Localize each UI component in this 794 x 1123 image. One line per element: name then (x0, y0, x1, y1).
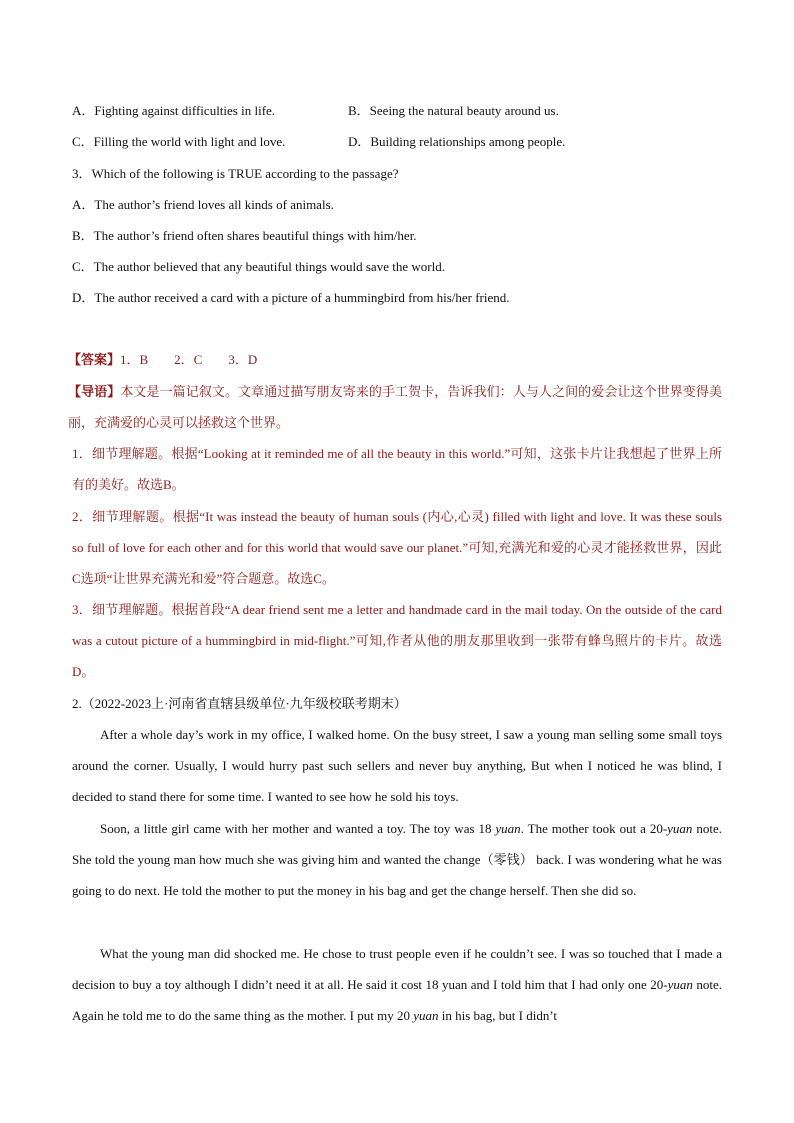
p3-yuan-1: yuan (667, 977, 693, 992)
p3-text-a: What the young man did shocked me. He chose to trust people even if he couldn’t see. I was so touched that I made a decision to buy a toy although I didn’t need it at all. He said it cost 18 yuan and I told him that I had only one 20- (72, 946, 722, 992)
p2-text-a: Soon, a little girl came with her mother and wanted a toy. The toy was 18 (100, 821, 496, 836)
p2-yuan-1: yuan (495, 821, 521, 836)
q3-option-c: C．The author believed that any beautiful things would save the world. (72, 259, 445, 274)
q3-option-a: A．The author’s friend loves all kinds of animals. (72, 197, 334, 212)
q2-option-c: C．Filling the world with light and love. (72, 134, 286, 149)
q3-stem: 3．Which of the following is TRUE according to the passage? (72, 166, 399, 181)
explanation-2: 2．细节理解题。根据“It was instead the beauty of human souls (内心,心灵) filled with light and love. It was these souls so full of love for each other and for this world that would save our planet.”可知,充满光和爱的心灵才能拯救世界，因此C选项“让世界充满光和爱”符合题意。故选C。 (72, 509, 722, 586)
passage-paragraph-2 (72, 813, 722, 906)
passage-paragraph-3 (72, 938, 722, 1031)
p2-text-b: . The mother took out a 20- (520, 821, 668, 836)
q2-option-a: A．Fighting against difficulties in life. (72, 103, 276, 118)
guide-text: 本文是一篇记叙文。文章通过描写朋友寄来的手工贺卡，告诉我们：人与人之间的爱会让这个世界变得美丽，充满爱的心灵可以拯救这个世界。 (68, 384, 722, 430)
explanation-1: 1．细节理解题。根据“Looking at it reminded me of all the beauty in this world.”可知，这张卡片让我想起了世界上所有的美好。故选B。 (72, 446, 722, 492)
p3-yuan-2: yuan (413, 1008, 439, 1023)
guide-tag: 【导语】 (68, 384, 121, 399)
p2-text-c: note. She told the young man how much she was giving him and wanted the change（零钱） back. I was wondering what he was going to do next. He told the mother to put the money in his bag and get the change herself. Then she did so. (72, 821, 723, 898)
q3-option-b: B．The author’s friend often shares beautiful things with him/her. (72, 228, 417, 243)
q2-option-b: B．Seeing the natural beauty around us. (348, 103, 559, 118)
answer-line (68, 352, 257, 368)
q3-option-d: D．The author received a card with a picture of a hummingbird from his/her friend. (72, 290, 510, 305)
q2-option-d: D．Building relationships among people. (348, 134, 566, 149)
question-source-header: 2.（2022-2023上·河南省直辖县级单位·九年级校联考期末） (72, 696, 407, 711)
answer-text: 1．B 2．C 3．D (120, 352, 258, 367)
p2-yuan-2: yuan (667, 821, 693, 836)
p3-text-b: note. Again he told me to do the same thing as the mother. I put my 20 (72, 977, 723, 1023)
guide-paragraph (68, 376, 722, 438)
p3-text-c: in his bag, but I didn’t (438, 1008, 558, 1023)
answer-tag: 【答案】 (68, 352, 121, 367)
explanation-3: 3．细节理解题。根据首段“A dear friend sent me a letter and handmade card in the mail today. On the outside of the card was a cutout picture of a hummingbird in mid-flight.”可知,作者从他的朋友那里收到一张带有蜂鸟照片的卡片。故选D。 (72, 602, 722, 679)
passage-paragraph-1: After a whole day’s work in my office, I walked home. On the busy street, I saw a young man selling some small toys around the corner. Usually, I would hurry past such sellers and never buy anything, But when I noticed he was blind, I decided to stand there for some time. I wanted to see how he sold his toys. (72, 727, 722, 804)
